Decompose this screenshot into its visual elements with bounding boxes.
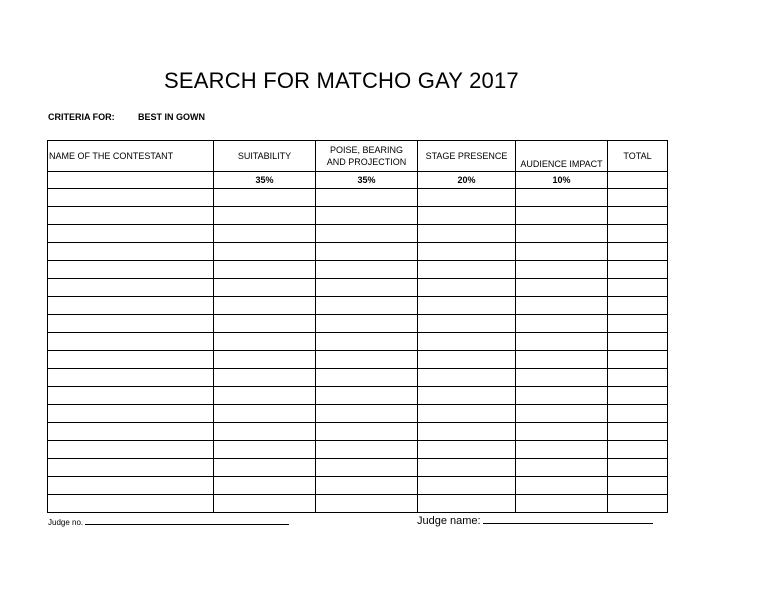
score-cell[interactable]	[418, 405, 516, 423]
score-cell[interactable]	[316, 369, 418, 387]
contestant-row	[48, 477, 668, 495]
score-cell[interactable]	[214, 315, 316, 333]
score-cell[interactable]	[516, 423, 608, 441]
contestant-row	[48, 423, 668, 441]
score-cell[interactable]	[608, 477, 668, 495]
score-cell[interactable]	[316, 261, 418, 279]
criteria-value: BEST IN GOWN	[138, 112, 205, 122]
score-cell[interactable]	[316, 279, 418, 297]
score-cell[interactable]	[608, 459, 668, 477]
score-cell[interactable]	[418, 225, 516, 243]
score-cell[interactable]	[418, 441, 516, 459]
score-cell[interactable]	[608, 351, 668, 369]
header-label-line1: POISE, BEARING	[329, 145, 404, 155]
contestant-row	[48, 189, 668, 207]
score-cell[interactable]	[214, 333, 316, 351]
score-cell[interactable]	[418, 279, 516, 297]
score-cell[interactable]	[48, 333, 214, 351]
score-cell[interactable]	[418, 189, 516, 207]
judge-number-field	[48, 518, 289, 527]
score-cell[interactable]	[516, 279, 608, 297]
header-suitability	[214, 141, 316, 172]
score-cell[interactable]	[48, 279, 214, 297]
score-cell[interactable]	[48, 351, 214, 369]
score-cell[interactable]	[48, 261, 214, 279]
header-label: NAME OF THE CONTESTANT	[49, 151, 174, 161]
score-cell[interactable]	[418, 477, 516, 495]
score-cell[interactable]	[214, 243, 316, 261]
score-cell[interactable]	[48, 297, 214, 315]
score-cell[interactable]	[48, 387, 214, 405]
contestant-row	[48, 261, 668, 279]
criteria-label: CRITERIA FOR:	[48, 112, 115, 122]
score-cell[interactable]	[316, 315, 418, 333]
score-cell[interactable]	[516, 189, 608, 207]
score-cell[interactable]	[214, 351, 316, 369]
score-cell[interactable]	[516, 261, 608, 279]
score-cell[interactable]	[48, 405, 214, 423]
header-label-line2: AND PROJECTION	[326, 157, 407, 167]
score-cell[interactable]	[316, 477, 418, 495]
header-total	[608, 141, 668, 172]
judge-name-line[interactable]	[483, 523, 653, 524]
score-cell[interactable]	[316, 441, 418, 459]
score-cell[interactable]	[418, 297, 516, 315]
score-cell[interactable]	[316, 333, 418, 351]
score-cell[interactable]	[48, 459, 214, 477]
score-cell[interactable]	[418, 387, 516, 405]
score-cell[interactable]	[214, 297, 316, 315]
contestant-row	[48, 315, 668, 333]
score-cell[interactable]	[214, 405, 316, 423]
score-cell[interactable]	[418, 261, 516, 279]
score-cell[interactable]	[48, 207, 214, 225]
contestant-row	[48, 243, 668, 261]
contestant-row	[48, 279, 668, 297]
score-cell[interactable]	[516, 369, 608, 387]
score-cell[interactable]	[608, 369, 668, 387]
score-cell[interactable]	[608, 333, 668, 351]
score-cell[interactable]	[214, 423, 316, 441]
contestant-row	[48, 207, 668, 225]
contestant-row	[48, 441, 668, 459]
score-cell[interactable]	[316, 387, 418, 405]
contestant-row	[48, 351, 668, 369]
score-cell[interactable]	[214, 495, 316, 513]
score-cell[interactable]	[608, 225, 668, 243]
score-cell[interactable]	[516, 243, 608, 261]
header-audience-impact	[516, 141, 608, 172]
score-cell[interactable]	[608, 297, 668, 315]
score-cell[interactable]	[418, 459, 516, 477]
percentage-cell: 35%	[316, 172, 418, 189]
score-cell[interactable]	[316, 351, 418, 369]
judge-name-field	[417, 515, 653, 527]
score-cell[interactable]	[418, 369, 516, 387]
score-cell[interactable]	[48, 369, 214, 387]
contestant-row	[48, 387, 668, 405]
score-cell[interactable]	[214, 225, 316, 243]
score-cell[interactable]	[48, 423, 214, 441]
score-cell[interactable]	[316, 495, 418, 513]
score-cell[interactable]	[214, 477, 316, 495]
percentage-cell	[48, 172, 214, 189]
page-title: SEARCH FOR MATCHO GAY 2017	[164, 68, 519, 93]
percentage-cell: 10%	[516, 172, 608, 189]
header-label: STAGE PRESENCE	[425, 151, 508, 161]
header-stage-presence	[418, 141, 516, 172]
score-cell[interactable]	[516, 459, 608, 477]
score-cell[interactable]	[316, 459, 418, 477]
score-cell[interactable]	[516, 297, 608, 315]
score-cell[interactable]	[608, 207, 668, 225]
percentage-cell	[608, 172, 668, 189]
score-cell[interactable]	[418, 423, 516, 441]
score-cell[interactable]	[48, 225, 214, 243]
judge-name-label: Judge name:	[417, 515, 481, 527]
judge-number-line[interactable]	[85, 524, 289, 525]
score-cell[interactable]	[214, 279, 316, 297]
score-cell[interactable]	[516, 441, 608, 459]
score-cell[interactable]	[608, 279, 668, 297]
contestant-row	[48, 459, 668, 477]
score-cell[interactable]	[214, 369, 316, 387]
header-contestant-name	[48, 141, 214, 172]
score-cell[interactable]	[214, 261, 316, 279]
score-cell[interactable]	[516, 207, 608, 225]
contestant-row	[48, 225, 668, 243]
score-sheet-table	[47, 140, 668, 513]
score-cell[interactable]	[608, 243, 668, 261]
contestant-row	[48, 405, 668, 423]
score-cell[interactable]	[418, 495, 516, 513]
score-cell[interactable]	[316, 207, 418, 225]
score-cell[interactable]	[316, 405, 418, 423]
score-cell[interactable]	[418, 351, 516, 369]
header-label: TOTAL	[623, 151, 652, 161]
score-cell[interactable]	[214, 441, 316, 459]
score-cell[interactable]	[516, 315, 608, 333]
score-cell[interactable]	[214, 207, 316, 225]
score-cell[interactable]	[516, 333, 608, 351]
score-cell[interactable]	[48, 189, 214, 207]
contestant-row	[48, 495, 668, 513]
contestant-row	[48, 333, 668, 351]
score-cell[interactable]	[316, 189, 418, 207]
header-row	[48, 141, 668, 172]
contestant-row	[48, 297, 668, 315]
score-cell[interactable]	[418, 333, 516, 351]
score-cell[interactable]	[418, 243, 516, 261]
score-cell[interactable]	[48, 243, 214, 261]
score-cell[interactable]	[316, 243, 418, 261]
score-cell[interactable]	[516, 387, 608, 405]
score-cell[interactable]	[608, 441, 668, 459]
score-cell[interactable]	[516, 495, 608, 513]
score-cell[interactable]	[214, 387, 316, 405]
score-cell[interactable]	[516, 405, 608, 423]
score-cell[interactable]	[608, 405, 668, 423]
score-cell[interactable]	[608, 387, 668, 405]
score-cell[interactable]	[48, 477, 214, 495]
judge-number-label: Judge no.	[48, 518, 84, 527]
score-cell[interactable]	[516, 351, 608, 369]
percentage-cell: 20%	[418, 172, 516, 189]
score-cell[interactable]	[316, 423, 418, 441]
score-cell[interactable]	[608, 495, 668, 513]
header-label: SUITABILITY	[237, 151, 292, 161]
score-cell[interactable]	[516, 477, 608, 495]
percentage-cell: 35%	[214, 172, 316, 189]
score-cell[interactable]	[316, 225, 418, 243]
score-cell[interactable]	[316, 297, 418, 315]
score-cell[interactable]	[608, 423, 668, 441]
score-cell[interactable]	[214, 189, 316, 207]
score-cell[interactable]	[48, 441, 214, 459]
score-cell[interactable]	[608, 261, 668, 279]
score-cell[interactable]	[48, 495, 214, 513]
percentage-row	[48, 172, 668, 189]
score-cell[interactable]	[418, 315, 516, 333]
score-cell[interactable]	[608, 315, 668, 333]
score-cell[interactable]	[608, 189, 668, 207]
score-cell[interactable]	[516, 225, 608, 243]
header-poise-bearing-projection	[316, 141, 418, 172]
header-label: AUDIENCE IMPACT	[520, 159, 603, 169]
score-cell[interactable]	[48, 315, 214, 333]
score-cell[interactable]	[418, 207, 516, 225]
score-cell[interactable]	[214, 459, 316, 477]
contestant-row	[48, 369, 668, 387]
